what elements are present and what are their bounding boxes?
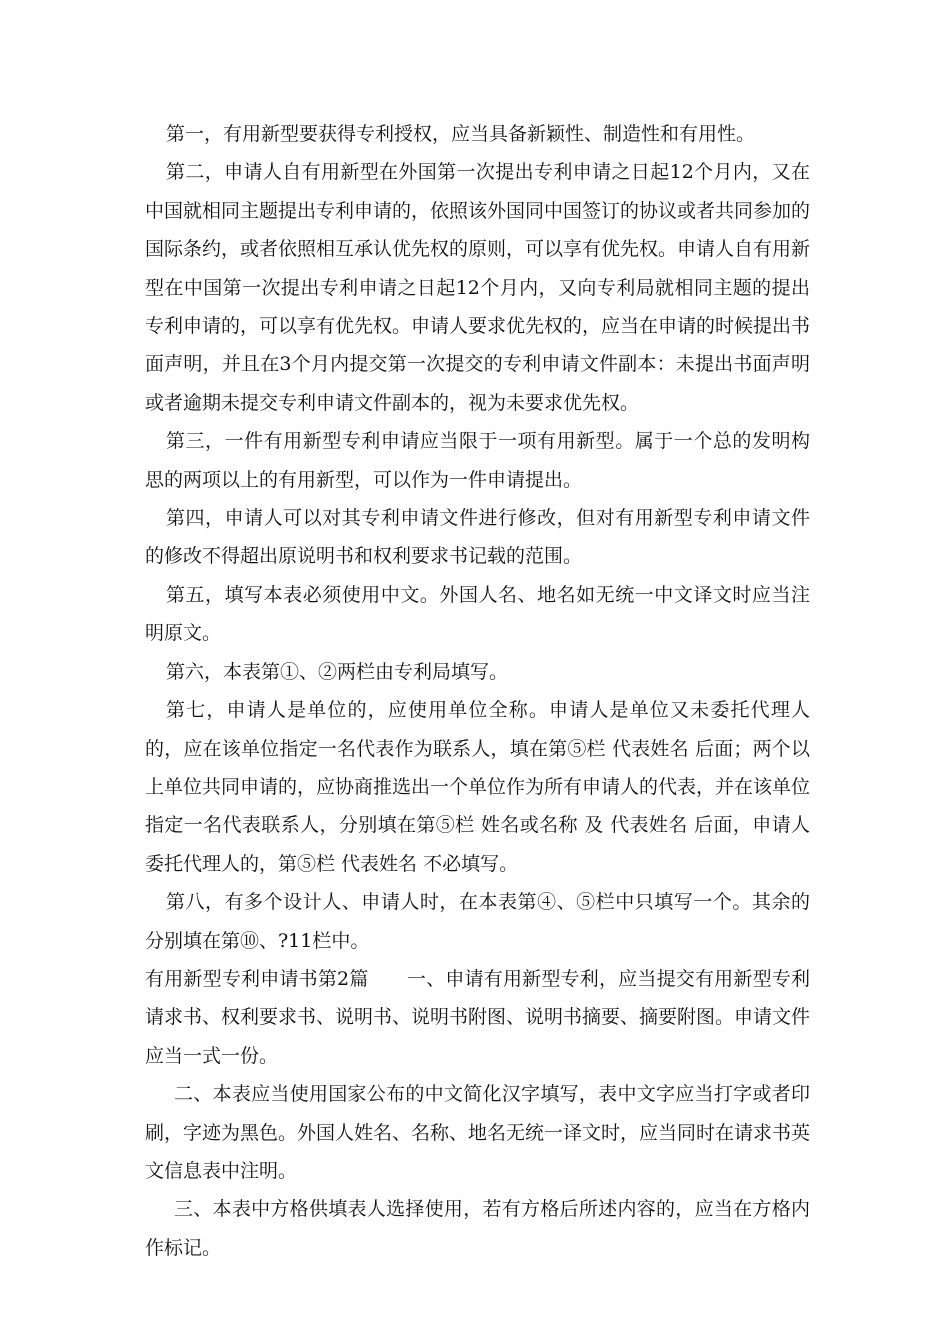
section-two-item-3: 三、本表中方格供填表人选择使用，若有方格后所述内容的，应当在方格内作标记。 xyxy=(145,1198,810,1259)
paragraph-fourth: 第四，申请人可以对其专利申请文件进行修改，但对有用新型专利申请文件的修改不得超出原说明书和权利要求书记载的范围。 xyxy=(145,507,810,568)
paragraph-fifth: 第五，填写本表必须使用中文。外国人名、地名如无统一中文译文时应当注明原文。 xyxy=(145,583,810,645)
document-body xyxy=(145,115,810,1267)
section-two-intro: 有用新型专利申请书第2篇 一、申请有用新型专利，应当提交有用新型专利请求书、权利要求书、说明书、说明书附图、说明书摘要、摘要附图。申请文件应当一式一份。 xyxy=(145,967,811,1067)
paragraph-third: 第三，一件有用新型专利申请应当限于一项有用新型。属于一个总的发明构思的两项以上的有用新型，可以作为一件申请提出。 xyxy=(145,430,810,491)
paragraph-second: 第二，申请人自有用新型在外国第一次提出专利申请之日起12个月内，又在中国就相同主题提出专利申请的，依照该外国同中国签订的协议或者共同参加的国际条约，或者依照相互承认优先权的原则，可以享有优先权。申请人自有用新型在中国第一次提出专利申请之日起12个月内，又向专利局就相同主题的提出专利申请的，可以享有优先权。申请人要求优先权的，应当在申请的时候提出书面声明，并且在3个月内提交第一次提交的专利申请文件副本：未提出书面声明或者逾期未提交专利申请文件副本的，视为未要求优先权。 xyxy=(145,161,811,414)
paragraph-first: 第一，有用新型要获得专利授权，应当具备新颖性、制造性和有用性。 xyxy=(166,123,756,145)
paragraph-seventh: 第七，申请人是单位的，应使用单位全称。申请人是单位又未委托代理人的，应在该单位指定一名代表作为联系人，填在第⑤栏 代表姓名 后面；两个以上单位共同申请的，应协商推选出一个单位作为所有申请人的代表，并在该单位指定一名代表联系人，分别填在第⑤栏 姓名或名称 及 代表姓名 后面，申请人委托代理人的，第⑤栏 代表姓名 不必填写。 xyxy=(145,699,811,875)
paragraph-eighth: 第八，有多个设计人、申请人时，在本表第④、⑤栏中只填写一个。其余的分别填在第⑩、?11栏中。 xyxy=(145,891,810,952)
section-two-item-2: 二、本表应当使用国家公布的中文简化汉字填写，表中文字应当打字或者印刷，字迹为黑色。外国人姓名、名称、地名无统一译文时，应当同时在请求书英文信息表中注明。 xyxy=(145,1083,811,1182)
paragraph-sixth: 第六，本表第①、②两栏由专利局填写。 xyxy=(166,660,509,683)
